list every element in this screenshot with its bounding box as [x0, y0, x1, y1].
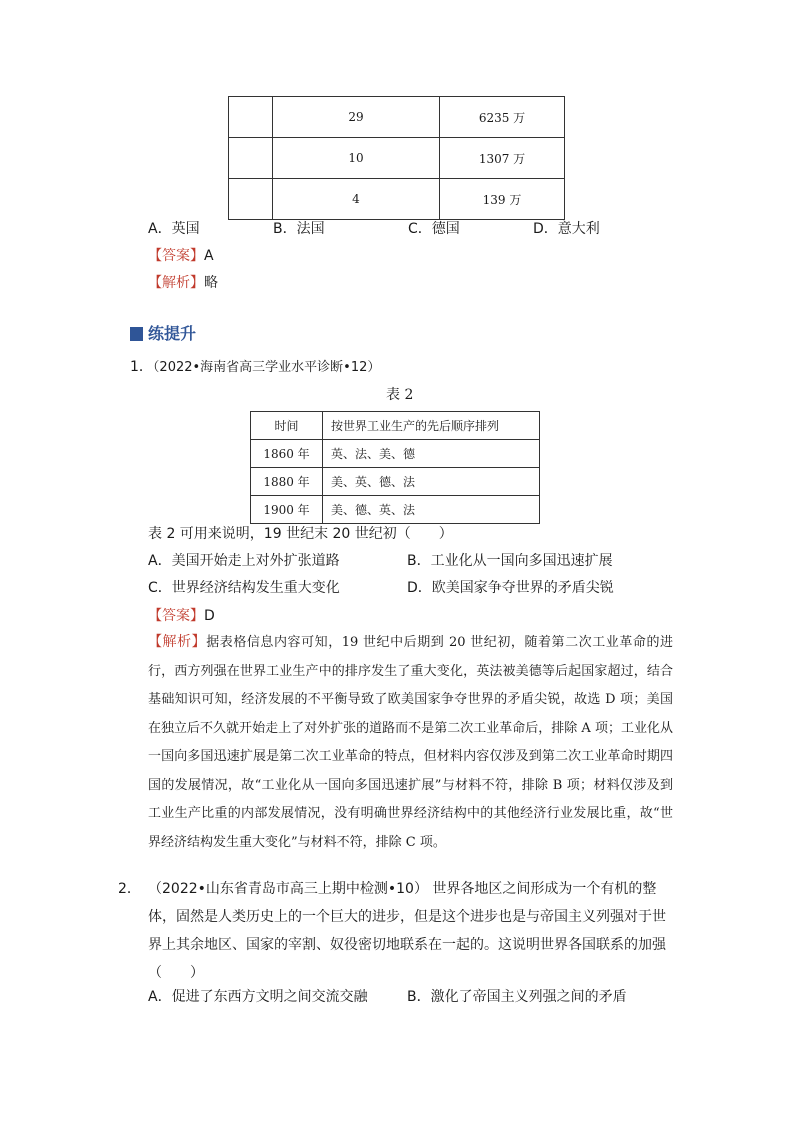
table-cell: 1880 年: [251, 468, 323, 496]
question-number: 2．: [118, 881, 141, 897]
analysis-tag: 【解析】: [148, 275, 204, 291]
analysis-line: [148, 273, 218, 293]
table-cell: [229, 138, 273, 179]
data-table-top: [228, 96, 565, 220]
question-1-header: [130, 357, 380, 378]
table-cell: 1860 年: [251, 440, 323, 468]
section-title: 练提升: [148, 324, 197, 343]
table-cell: [229, 179, 273, 220]
question-stem: （2022•山东省青岛市高三上期中检测•10） 世界各地区之间形成为一个有机的整体，固然是人类历史上的一个巨大的进步，但是这个进步也是与帝国主义列强对于世界上其余地区、国家的宰割、奴役密切地联系在一起的。这说明世界各国联系的加强（ ）: [148, 881, 666, 981]
table-cell: 美、德、英、法: [323, 496, 540, 524]
option-d: D．欧美国家争夺世界的矛盾尖锐: [407, 580, 614, 596]
option-d: D．意大利: [533, 221, 600, 237]
table-header: 按世界工业生产的先后顺序排列: [323, 412, 540, 440]
question-number: 1．: [130, 359, 153, 375]
analysis-value: 略: [204, 275, 218, 291]
option-c: C．世界经济结构发生重大变化: [148, 580, 340, 596]
option-a: A．英国: [148, 221, 200, 237]
table-row: [229, 179, 565, 220]
table-row: [251, 496, 540, 524]
table-row: [251, 440, 540, 468]
table-cell: 英、法、美、德: [323, 440, 540, 468]
question-stem: 表 2 可用来说明，19 世纪末 20 世纪初（ ）: [148, 526, 453, 542]
option-c: C．德国: [408, 221, 460, 237]
answer-tag: 【答案】: [148, 608, 204, 624]
option-b: B．法国: [273, 221, 325, 237]
table-header: 时间: [251, 412, 323, 440]
answer-value: A: [204, 248, 214, 264]
table-cell: 29: [273, 97, 440, 138]
answer-value: D: [204, 608, 215, 624]
table-caption: 表 2: [386, 387, 414, 403]
analysis-paragraph: [148, 628, 673, 857]
table-row: [229, 138, 565, 179]
table-header-row: [251, 412, 540, 440]
option-a: A．美国开始走上对外扩张道路: [148, 553, 340, 569]
analysis-tag: 【解析】: [148, 634, 207, 650]
question-source: （2022•海南省高三学业水平诊断•12）: [152, 360, 381, 375]
table-row: [229, 97, 565, 138]
table-cell: 1307 万: [440, 138, 565, 179]
option-b: B．激化了帝国主义列强之间的矛盾: [407, 989, 627, 1005]
table-cell: 美、英、德、法: [323, 468, 540, 496]
table-cell: 1900 年: [251, 496, 323, 524]
option-a: A．促进了东西方文明之间交流交融: [148, 989, 368, 1005]
table-row: [251, 468, 540, 496]
data-table-2: [250, 411, 540, 524]
table-cell: [229, 97, 273, 138]
book-icon: [130, 327, 143, 341]
option-b: B．工业化从一国向多国迅速扩展: [407, 553, 613, 569]
table-cell: 6235 万: [440, 97, 565, 138]
answer-line: [148, 606, 215, 626]
table-cell: 4: [273, 179, 440, 220]
table-cell: 139 万: [440, 179, 565, 220]
analysis-text: 据表格信息内容可知，19 世纪中后期到 20 世纪初，随着第二次工业革命的进行，西方列强在世界工业生产中的排序发生了重大变化，英法被美德等后起国家超过，结合基础知识可知，经济发展的不平衡导致了欧美国家争夺世界的矛盾尖锐，故选 D 项；美国在独立后不久就开始走上了对外扩张的道路而不是第二次工业革命后，排除 A 项；工业化从一国向多国迅速扩展是第二次工业革命的特点，但材料内容仅涉及到第二次工业革命时期四国的发展情况，故“工业化从一国向多国迅速扩展”与材料不符，排除 B 项；材料仅涉及到工业生产比重的内部发展情况，没有明确世界经济结构中的其他经济行业发展比重，故“世界经济结构发生重大变化”与材料不符，排除 C 项。: [148, 635, 673, 850]
answer-tag: 【答案】: [148, 248, 204, 264]
table-cell: 10: [273, 138, 440, 179]
answer-line: [148, 246, 214, 266]
